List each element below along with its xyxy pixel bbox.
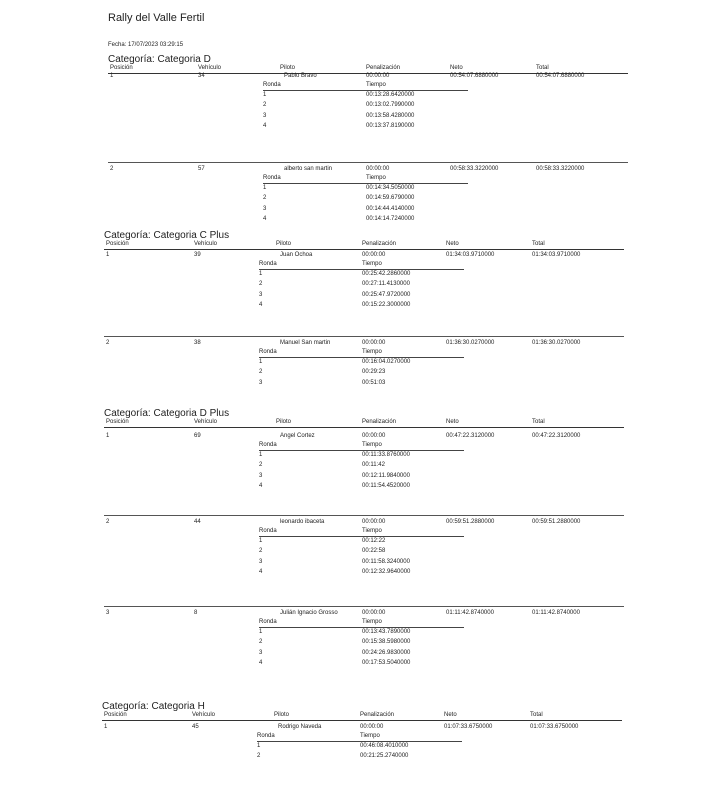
report-title: Rally del Valle Fertil xyxy=(108,12,205,24)
round-time: 00:22:58 xyxy=(362,548,386,555)
result-row xyxy=(104,610,624,618)
rounds-header xyxy=(259,261,464,270)
round-number: 3 xyxy=(259,291,263,298)
result-piloto: Manuel San martin xyxy=(280,340,331,346)
entry-separator xyxy=(104,515,624,516)
round-row xyxy=(259,660,464,670)
round-time: 00:21:25.2740000 xyxy=(360,753,409,760)
round-time: 00:12:22 xyxy=(362,538,386,544)
column-header-penalizacion: Penalización xyxy=(362,241,397,247)
result-penalizacion: 00:00:00 xyxy=(362,340,386,346)
round-row xyxy=(263,195,468,205)
result-row xyxy=(104,433,624,441)
category-title: Categoría: Categoria D Plus xyxy=(104,408,230,419)
result-vehiculo: 34 xyxy=(198,73,205,79)
category-title: Categoría: Categoria H xyxy=(102,701,205,712)
category-title: Categoría: Categoria C Plus xyxy=(104,230,230,241)
round-time: 00:13:28.6420000 xyxy=(366,92,415,98)
entry-separator xyxy=(104,606,624,607)
round-number: 4 xyxy=(259,483,263,490)
column-header-piloto: Piloto xyxy=(276,419,292,425)
column-header-vehiculo: Vehículo xyxy=(194,241,218,247)
result-piloto: leonardo ibaceta xyxy=(280,519,325,525)
round-row xyxy=(263,113,468,123)
round-time: 00:13:43.7890000 xyxy=(362,629,411,635)
column-header-piloto: Piloto xyxy=(276,241,292,247)
round-row xyxy=(259,452,464,462)
round-row xyxy=(259,639,464,649)
column-header-piloto: Piloto xyxy=(274,712,290,718)
round-time: 00:14:34.5050000 xyxy=(366,185,415,191)
round-row xyxy=(259,281,464,291)
rounds-list xyxy=(259,538,464,580)
round-row xyxy=(259,369,464,379)
rounds-header xyxy=(257,733,462,742)
rounds-header xyxy=(259,349,464,358)
round-number: 2 xyxy=(259,462,263,469)
round-time: 00:13:37.8190000 xyxy=(366,123,415,130)
round-row xyxy=(257,743,462,753)
rounds-header xyxy=(259,619,464,628)
column-header-row xyxy=(104,241,624,250)
entry-separator xyxy=(108,162,628,163)
report-date: Fecha: 17/07/2023 03:29:15 xyxy=(108,42,184,48)
rounds-header-tiempo: Tiempo xyxy=(362,261,382,267)
round-row xyxy=(257,753,462,763)
round-time: 00:14:14.7240000 xyxy=(366,216,415,221)
round-time: 00:14:59.6790000 xyxy=(366,195,415,202)
column-header-posicion: Posición xyxy=(104,712,127,718)
round-time: 00:29:23 xyxy=(362,369,386,376)
result-penalizacion: 00:00:00 xyxy=(366,166,390,172)
round-row xyxy=(259,548,464,558)
round-row xyxy=(259,302,464,312)
result-total: 01:11:42.8740000 xyxy=(532,610,580,616)
round-row xyxy=(259,538,464,548)
round-number: 1 xyxy=(259,452,263,458)
round-row xyxy=(259,559,464,569)
result-total: 00:59:51.2880000 xyxy=(532,519,581,525)
round-time: 00:25:47.9720000 xyxy=(362,291,411,298)
round-time: 00:14:44.4140000 xyxy=(366,205,415,212)
round-time: 00:13:58.4280000 xyxy=(366,112,415,119)
column-header-total: Total xyxy=(532,241,545,247)
result-penalizacion: 00:00:00 xyxy=(362,252,386,258)
round-row xyxy=(259,359,464,369)
rounds-header-tiempo: Tiempo xyxy=(360,733,380,739)
round-time: 00:12:11.9840000 xyxy=(362,472,410,479)
round-time: 00:51:03 xyxy=(362,379,386,386)
result-piloto: Julián Ignacio Grosso xyxy=(280,610,338,616)
result-vehiculo: 39 xyxy=(194,252,201,258)
rounds-header xyxy=(263,82,468,91)
column-header-total: Total xyxy=(536,65,549,71)
round-time: 00:16:04.0270000 xyxy=(362,359,411,365)
round-number: 1 xyxy=(263,185,267,191)
result-posicion: 2 xyxy=(106,519,110,525)
category-section xyxy=(104,408,624,667)
result-piloto: Pablo Bravo xyxy=(284,73,317,79)
column-header-vehiculo: Vehículo xyxy=(194,419,218,425)
result-neto: 00:58:33.3220000 xyxy=(450,166,499,172)
round-number: 4 xyxy=(263,123,267,130)
result-total: 01:07:33.6750000 xyxy=(530,724,579,730)
column-header-row xyxy=(102,712,622,721)
rounds-header xyxy=(259,528,464,537)
round-row xyxy=(259,462,464,472)
round-number: 1 xyxy=(259,271,263,277)
round-number: 3 xyxy=(259,649,263,656)
round-number: 4 xyxy=(259,569,263,576)
result-neto: 01:36:30.0270000 xyxy=(446,340,495,346)
round-row xyxy=(259,473,464,483)
result-neto: 00:54:07.6880000 xyxy=(450,73,499,79)
result-neto: 01:34:03.9710000 xyxy=(446,252,495,258)
result-total: 00:54:07.6880000 xyxy=(536,73,585,79)
round-time: 00:15:38.5980000 xyxy=(362,639,411,646)
round-row xyxy=(263,92,468,102)
round-number: 4 xyxy=(259,302,263,309)
rounds-list xyxy=(259,271,464,313)
rounds-header-ronda: Ronda xyxy=(259,528,277,534)
round-time: 00:46:08.4010000 xyxy=(360,743,409,749)
result-penalizacion: 00:00:00 xyxy=(362,610,386,616)
round-number: 2 xyxy=(259,548,263,555)
round-row xyxy=(259,271,464,281)
entry-separator xyxy=(104,336,624,337)
result-row xyxy=(102,724,622,732)
result-vehiculo: 45 xyxy=(192,724,199,730)
column-header-penalizacion: Penalización xyxy=(362,419,397,425)
result-row xyxy=(104,252,624,260)
rounds-list xyxy=(257,743,462,764)
round-row xyxy=(259,380,464,390)
result-posicion: 1 xyxy=(106,252,110,258)
round-time: 00:11:54.4520000 xyxy=(362,483,410,490)
result-penalizacion: 00:00:00 xyxy=(366,73,390,79)
rounds-header-ronda: Ronda xyxy=(263,82,281,88)
round-time: 00:25:42.2860000 xyxy=(362,271,411,277)
result-penalizacion: 00:00:00 xyxy=(360,724,384,730)
rounds-header-tiempo: Tiempo xyxy=(366,175,386,181)
result-piloto: alberto san martin xyxy=(284,166,333,172)
round-time: 00:27:11.4130000 xyxy=(362,281,410,288)
result-row xyxy=(104,340,624,348)
rounds-header-ronda: Ronda xyxy=(263,175,281,181)
round-number: 2 xyxy=(257,753,261,760)
round-time: 00:11:33.8760000 xyxy=(362,452,410,458)
result-vehiculo: 38 xyxy=(194,340,201,346)
rounds-header-tiempo: Tiempo xyxy=(362,349,382,355)
round-time: 00:13:02.7990000 xyxy=(366,102,415,109)
rounds-list xyxy=(263,92,468,134)
rounds-list xyxy=(263,185,468,221)
round-time: 00:11:42 xyxy=(362,462,385,469)
round-number: 3 xyxy=(263,205,267,212)
result-vehiculo: 69 xyxy=(194,433,201,439)
round-number: 1 xyxy=(259,538,263,544)
rounds-header-ronda: Ronda xyxy=(259,349,277,355)
round-number: 4 xyxy=(263,216,267,221)
result-posicion: 2 xyxy=(106,340,110,346)
result-piloto: Juan Ochoa xyxy=(280,252,313,258)
round-number: 2 xyxy=(263,195,267,202)
result-posicion: 1 xyxy=(104,724,108,730)
rounds-list xyxy=(259,629,464,671)
column-header-penalizacion: Penalización xyxy=(360,712,395,718)
rounds-header-ronda: Ronda xyxy=(259,261,277,267)
rounds-header-tiempo: Tiempo xyxy=(362,442,382,448)
round-time: 00:17:53.5040000 xyxy=(362,660,411,667)
result-posicion: 3 xyxy=(106,610,110,616)
result-posicion: 1 xyxy=(110,73,114,79)
category-title: Categoría: Categoria D xyxy=(108,54,211,65)
column-header-total: Total xyxy=(530,712,543,718)
result-total: 00:58:33.3220000 xyxy=(536,166,585,172)
round-number: 3 xyxy=(259,379,263,386)
round-row xyxy=(259,483,464,493)
result-neto: 01:11:42.8740000 xyxy=(446,610,494,616)
rounds-list xyxy=(259,359,464,390)
result-piloto: Rodrigo Naveda xyxy=(278,724,322,730)
round-number: 1 xyxy=(259,359,263,365)
round-row xyxy=(263,123,468,133)
column-header-penalizacion: Penalización xyxy=(366,65,401,71)
rounds-header xyxy=(263,175,468,184)
result-penalizacion: 00:00:00 xyxy=(362,433,386,439)
round-number: 3 xyxy=(263,112,267,119)
rounds-header-ronda: Ronda xyxy=(259,619,277,625)
column-header-row xyxy=(104,419,624,428)
result-neto: 01:07:33.6750000 xyxy=(444,724,493,730)
round-number: 1 xyxy=(257,743,261,749)
result-total: 00:47:22.3120000 xyxy=(532,433,581,439)
result-total: 01:34:03.9710000 xyxy=(532,252,581,258)
column-header-total: Total xyxy=(532,419,545,425)
category-section xyxy=(102,701,622,760)
round-time: 00:12:32.9640000 xyxy=(362,569,411,576)
round-row xyxy=(263,185,468,195)
rounds-header-tiempo: Tiempo xyxy=(366,82,386,88)
result-total: 01:36:30.0270000 xyxy=(532,340,581,346)
column-header-piloto: Piloto xyxy=(280,65,296,71)
result-posicion: 2 xyxy=(110,166,114,172)
result-vehiculo: 44 xyxy=(194,519,201,525)
round-number: 2 xyxy=(259,369,263,376)
round-time: 00:24:26.9830000 xyxy=(362,649,411,656)
rounds-header-tiempo: Tiempo xyxy=(362,528,382,534)
round-row xyxy=(263,216,468,221)
result-vehiculo: 57 xyxy=(198,166,205,172)
column-header-neto: Neto xyxy=(450,65,463,71)
round-row xyxy=(263,206,468,216)
round-number: 3 xyxy=(259,472,263,479)
column-header-neto: Neto xyxy=(444,712,457,718)
result-penalizacion: 00:00:00 xyxy=(362,519,386,525)
result-row xyxy=(104,519,624,527)
rounds-header-tiempo: Tiempo xyxy=(362,619,382,625)
column-header-vehiculo: Vehículo xyxy=(192,712,216,718)
round-row xyxy=(263,102,468,112)
round-row xyxy=(259,629,464,639)
round-time: 00:11:58.3240000 xyxy=(362,558,410,565)
rounds-header-ronda: Ronda xyxy=(259,442,277,448)
round-number: 2 xyxy=(259,281,263,288)
round-row xyxy=(259,650,464,660)
column-header-posicion: Posición xyxy=(110,65,133,71)
result-row xyxy=(108,73,628,81)
round-number: 3 xyxy=(259,558,263,565)
round-number: 4 xyxy=(259,660,263,667)
round-number: 1 xyxy=(263,92,267,98)
result-piloto: Angel Cortez xyxy=(280,433,315,439)
result-row xyxy=(108,166,628,174)
column-header-neto: Neto xyxy=(446,241,459,247)
result-posicion: 1 xyxy=(106,433,110,439)
result-neto: 00:47:22.3120000 xyxy=(446,433,495,439)
result-vehiculo: 8 xyxy=(194,610,198,616)
column-header-posicion: Posición xyxy=(106,419,129,425)
result-neto: 00:59:51.2880000 xyxy=(446,519,495,525)
column-header-neto: Neto xyxy=(446,419,459,425)
rounds-header-ronda: Ronda xyxy=(257,733,275,739)
round-row xyxy=(259,569,464,579)
round-number: 2 xyxy=(263,102,267,109)
round-number: 2 xyxy=(259,639,263,646)
round-number: 1 xyxy=(259,629,263,635)
rounds-header xyxy=(259,442,464,451)
column-header-posicion: Posición xyxy=(106,241,129,247)
column-header-vehiculo: Vehículo xyxy=(198,65,222,71)
rounds-list xyxy=(259,452,464,494)
category-section xyxy=(104,230,624,386)
round-time: 00:15:22.3000000 xyxy=(362,302,411,309)
round-row xyxy=(259,292,464,302)
category-section xyxy=(108,54,628,221)
